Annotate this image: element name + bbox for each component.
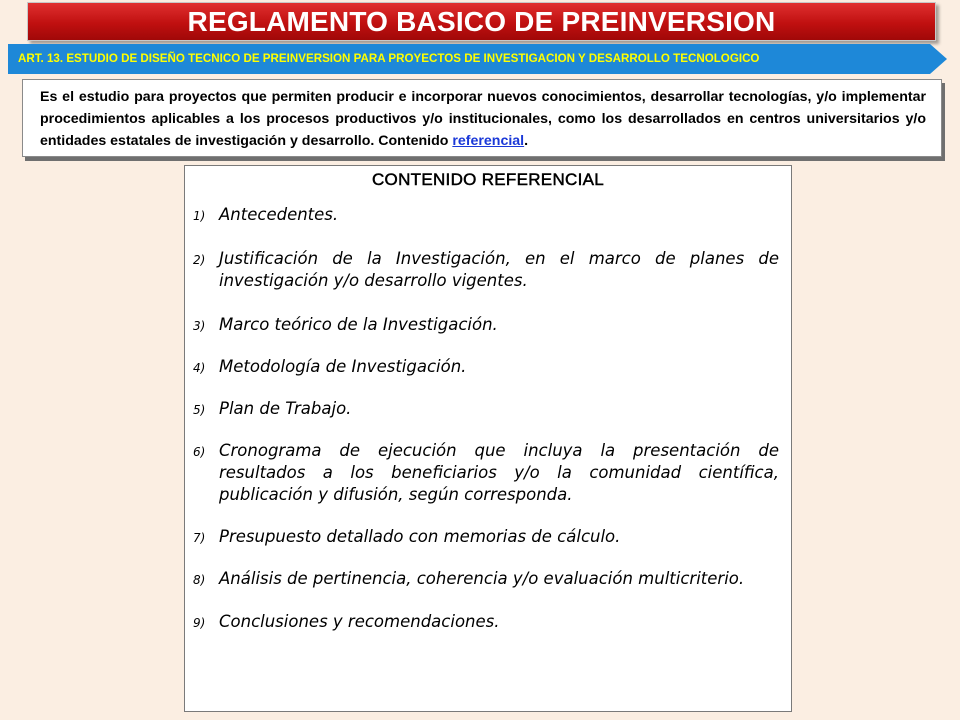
content-heading: CONTENIDO REFERENCIAL: [371, 170, 605, 189]
content-item-4: [193, 356, 779, 378]
description-text: [40, 86, 926, 152]
content-item-1: [193, 204, 779, 226]
content-item-9: [193, 611, 779, 633]
item-text: Conclusiones y recomendaciones.: [219, 612, 500, 631]
item-number: 7): [193, 531, 206, 545]
item-number: 6): [193, 445, 206, 459]
description-body: Es el estudio para proyectos que permiten producir e incorporar nuevos conocimientos, desarrollar tecnologías, y/o implementar procedimientos aplicables a los procesos productivos y/o institucionales, como los desarrollados en centros universitarios y/o entidades estatales de investigación y desarrollo. Contenido: [40, 89, 926, 149]
item-text: Justificación de la Investigación, en el marco de planes de investigación y/o desarrollo vigentes.: [219, 249, 779, 290]
item-number: 4): [193, 361, 206, 375]
item-number: 2): [193, 253, 206, 267]
content-item-8: [193, 568, 779, 590]
item-number: 3): [193, 319, 206, 333]
content-item-7: [193, 526, 779, 548]
content-item-6: [193, 440, 779, 506]
referencial-link[interactable]: referencial: [452, 133, 525, 149]
content-item-3: [193, 314, 779, 336]
item-text: Metodología de Investigación.: [219, 357, 467, 376]
item-number: 1): [193, 209, 206, 223]
article-banner: [0, 44, 947, 74]
description-box: [22, 79, 942, 157]
article-heading: ART. 13. ESTUDIO DE DISEÑO TECNICO DE PREINVERSION PARA PROYECTOS DE INVESTIGACION Y DESARROLLO TECNOLOGICO: [18, 52, 760, 65]
content-item-2: [193, 248, 779, 292]
content-box: [184, 165, 792, 712]
page-title: REGLAMENTO BASICO DE PREINVERSION: [187, 5, 776, 37]
item-text: Marco teórico de la Investigación.: [219, 315, 498, 334]
item-text: Presupuesto detallado con memorias de cálculo.: [219, 527, 621, 546]
item-text: Cronograma de ejecución que incluya la presentación de resultados a los beneficiarios y/o la comunidad científica, publicación y difusión, según corresponda.: [219, 441, 779, 504]
item-text: Plan de Trabajo.: [219, 399, 352, 418]
description-trailing: .: [524, 133, 529, 149]
item-number: 5): [193, 403, 206, 417]
item-number: 8): [193, 573, 206, 587]
item-number: 9): [193, 616, 206, 630]
title-bar: [27, 2, 936, 41]
item-text: Antecedentes.: [219, 205, 339, 224]
content-item-5: [193, 398, 779, 420]
item-text: Análisis de pertinencia, coherencia y/o evaluación multicriterio.: [219, 569, 745, 588]
